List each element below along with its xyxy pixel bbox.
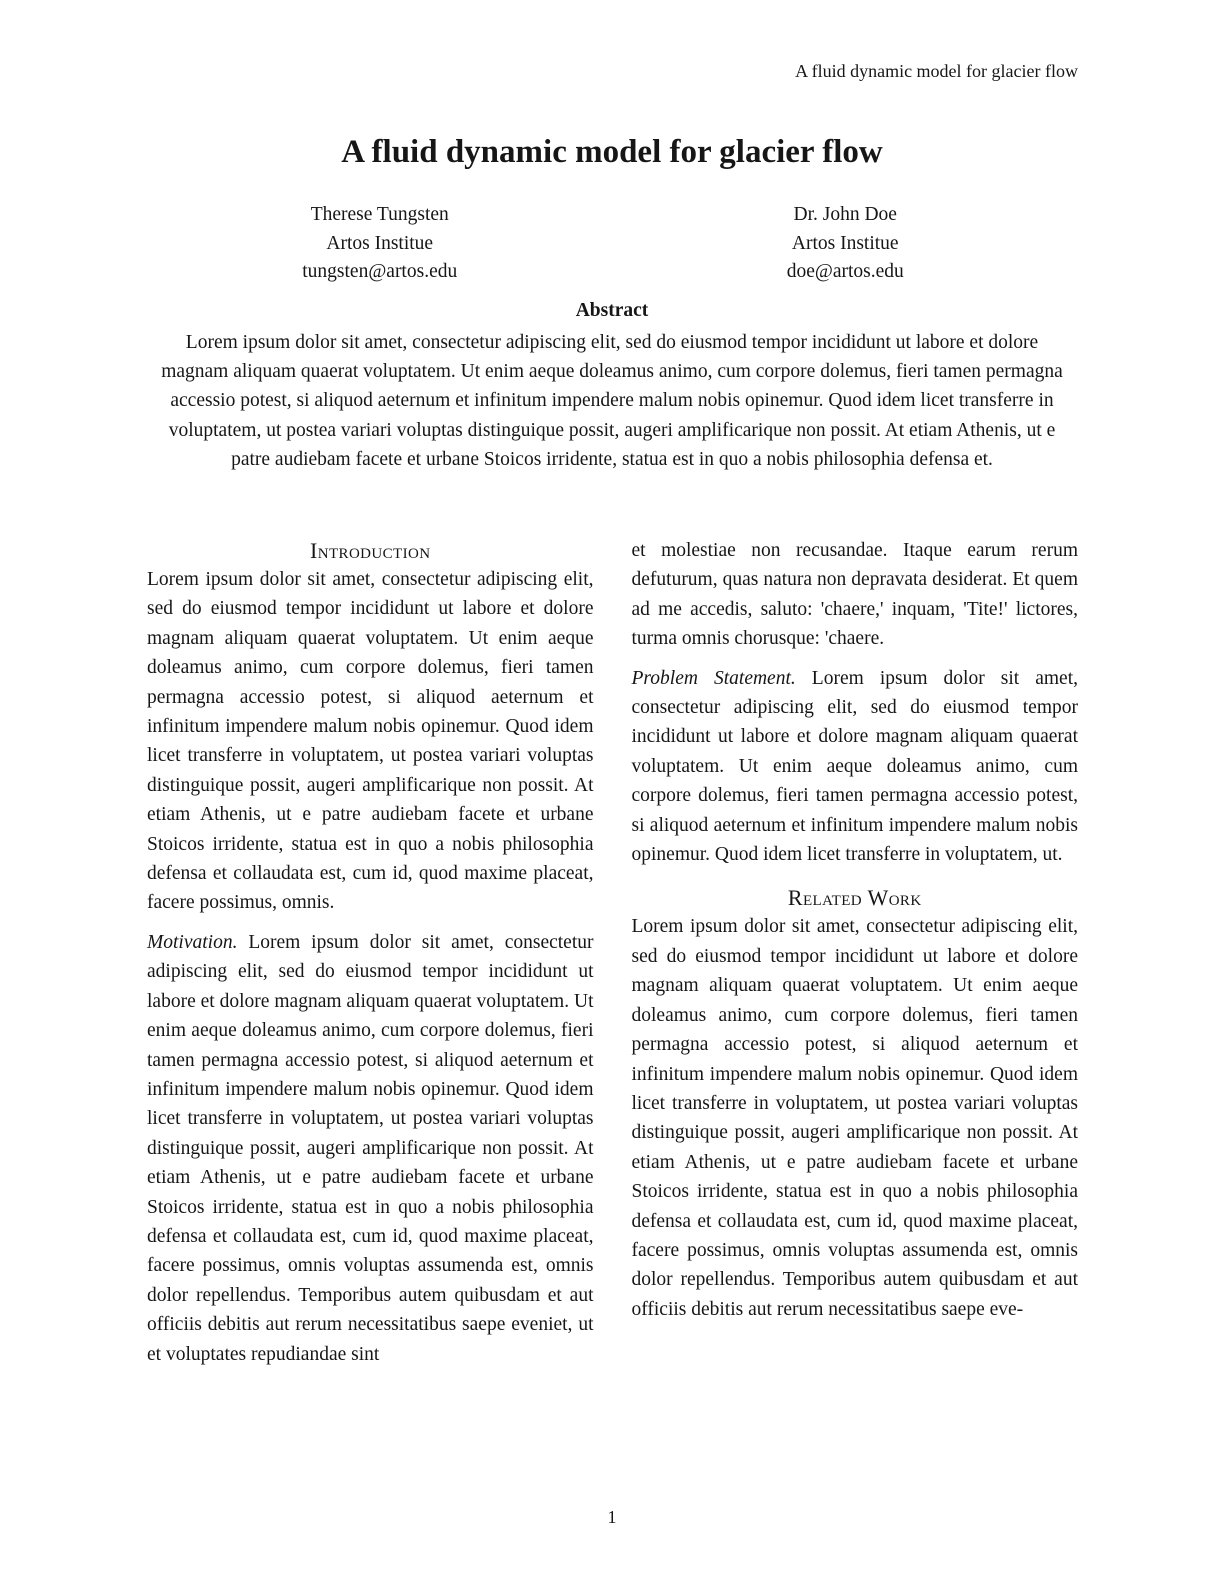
author-affiliation: Artos Institue bbox=[791, 232, 899, 254]
problem-statement-text: Lorem ipsum dolor sit amet, consectetur adipiscing elit, sed do eiusmod tempor incididunt ut labore et dolore magnam aliquam quaerat voluptatem. Ut enim aeque doleamus animo, cum corpore dolemus, fieri tamen permagna accessio potest, si aliquod aeternum et infinitum impendere malum nobis opinemur. Quod idem licet transferre in voluptatem, ut. bbox=[631, 667, 1078, 866]
right-column bbox=[632, 536, 1079, 1369]
author-entry bbox=[613, 201, 1079, 287]
author-name: Therese Tungsten bbox=[310, 204, 449, 225]
author-email: tungsten@artos.edu bbox=[302, 261, 458, 282]
motivation-paragraph bbox=[147, 928, 594, 1369]
running-head: A fluid dynamic model for glacier flow bbox=[795, 61, 1078, 81]
section-heading-introduction: Introduction bbox=[310, 538, 431, 563]
motivation-lead: Motivation. bbox=[147, 931, 238, 953]
paper-title: A fluid dynamic model for glacier flow bbox=[341, 134, 883, 170]
section-heading-related-work: Related Work bbox=[787, 885, 922, 911]
motivation-text: Lorem ipsum dolor sit amet, consectetur adipiscing elit, sed do eiusmod tempor incididunt ut labore et dolore magnam aliquam quaerat voluptatem. Ut enim aeque doleamus animo, cum corpore dolemus, fieri tamen permagna accessio potest, si aliquod aeternum et infinitum impendere malum nobis opinemur. Quod idem licet transferre in voluptatem, ut postea variari voluptas distinguique possit, augeri amplificarique non possit. At etiam Athenis, ut e patre audiebam facete et urbane Stoicos irridente, statua est in quo a nobis philosophia defensa et collaudata est, cum id, quod maxime placeat, facere possimus, omnis voluptas assumenda est, omnis dolor repellendus. Temporibus autem quibusdam et aut officiis debitis aut rerum necessitatibus saepe eveniet, ut et voluptates repudiandae sint bbox=[147, 931, 594, 1365]
introduction-paragraph: Lorem ipsum dolor sit amet, consectetur adipiscing elit, sed do eiusmod tempor incididunt ut labore et dolore magnam aliquam quaerat voluptatem. Ut enim aeque doleamus animo, cum corpore dolemus, fieri tamen permagna accessio potest, si aliquod aeternum et infinitum impendere malum nobis opinemur. Quod idem licet transferre in voluptatem, ut postea variari voluptas distinguique possit, augeri amplificarique non possit. At etiam Athenis, ut e patre audiebam facete et urbane Stoicos irridente, statua est in quo a nobis philosophia defensa et collaudata est, cum id, quod maxime placeat, facere possimus, omnis. bbox=[147, 569, 594, 914]
author-affiliation: Artos Institue bbox=[326, 232, 434, 254]
related-work-paragraph: Lorem ipsum dolor sit amet, consectetur adipiscing elit, sed do eiusmod tempor incididunt ut labore et dolore magnam aliquam quaerat voluptatem. Ut enim aeque doleamus animo, cum corpore dolemus, fieri tamen permagna accessio potest, si aliquod aeternum et infinitum impendere malum nobis opinemur. Quod idem licet transferre in voluptatem, ut postea variari voluptas distinguique possit, augeri amplificarique non possit. At etiam Athenis, ut e patre audiebam facete et urbane Stoicos irridente, statua est in quo a nobis philosophia defensa et collaudata est, cum id, quod maxime placeat, facere possimus, omnis voluptas assumenda est, omnis dolor repellendus. Temporibus autem quibusdam et aut officiis debitis aut rerum necessitatibus saepe eve- bbox=[631, 916, 1078, 1320]
author-name: Dr. John Doe bbox=[793, 204, 897, 225]
author-entry bbox=[147, 201, 613, 287]
continuation-paragraph: et molestiae non recusandae. Itaque earum rerum defuturum, quas natura non depravata desiderat. Et quem ad me accedis, saluto: 'chaere,' inquam, 'Tite!' lictores, turma omnis chorusque: 'chaere. bbox=[631, 540, 1078, 650]
body-columns bbox=[147, 536, 1078, 1369]
author-block bbox=[147, 201, 1078, 287]
problem-statement-lead: Problem Statement. bbox=[631, 667, 796, 689]
abstract-heading: Abstract bbox=[575, 300, 649, 321]
abstract-text: Lorem ipsum dolor sit amet, consectetur adipiscing elit, sed do eiusmod tempor incididunt ut labore et dolore magnam aliquam quaerat voluptatem. Ut enim aeque doleamus animo, cum corpore dolemus, fieri tamen permagna accessio potest, si aliquod aeternum et infinitum impendere malum nobis opinemur. Quod idem licet transferre in voluptatem, ut postea variari voluptas distinguique possit, augeri amplificarique non possit. At etiam Athenis, ut e patre audiebam facete et urbane Stoicos irridente, statua est in quo a nobis philosophia defensa et. bbox=[161, 332, 1063, 470]
author-email: doe@artos.edu bbox=[786, 261, 904, 282]
left-column bbox=[147, 536, 594, 1369]
page-number: 1 bbox=[607, 1507, 617, 1527]
problem-statement-paragraph bbox=[632, 664, 1079, 870]
